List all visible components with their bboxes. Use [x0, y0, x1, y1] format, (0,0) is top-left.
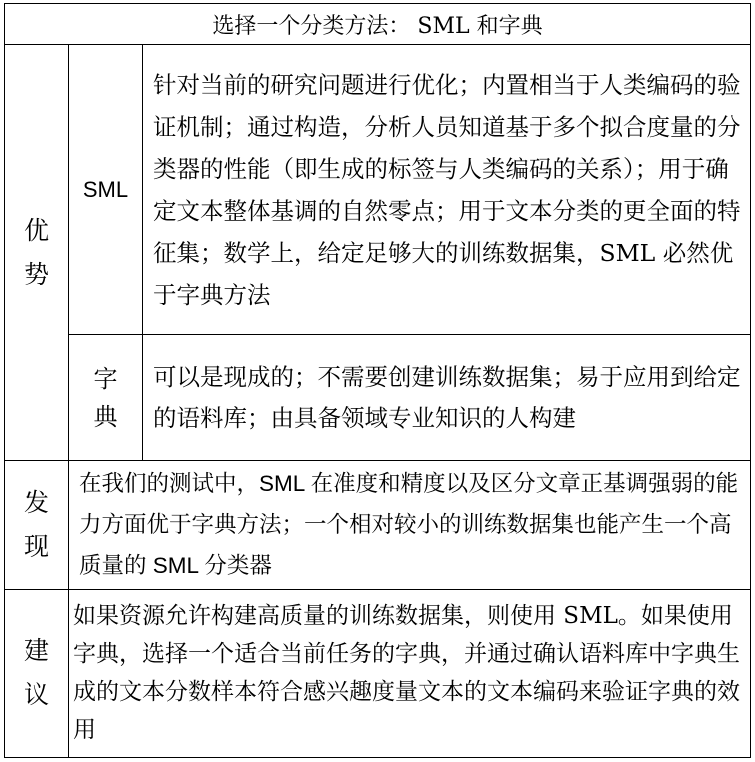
dictionary-label-char-2: 典 [93, 402, 118, 431]
dictionary-label [69, 335, 143, 461]
findings-row [5, 461, 751, 590]
recommendations-label-char-2: 议 [23, 680, 49, 710]
recommendations-label-char-1: 建 [23, 636, 49, 666]
comparison-table [4, 3, 751, 758]
findings-label [5, 461, 69, 590]
findings-label-char-1: 发 [23, 487, 49, 517]
advantages-label-char-1: 优 [23, 215, 49, 245]
advantages-label [5, 45, 69, 461]
advantages-label-char-2: 势 [23, 259, 49, 289]
findings-text: 在我们的测试中，SML 在准度和精度以及区分文章正基调强弱的能力方面优于字典方法；一个相对较小的训练数据集也能产生一个高质量的 SML 分类器 [69, 461, 751, 590]
sml-advantages-text: 针对当前的研究问题进行优化；内置相当于人类编码的验证机制；通过构造，分析人员知道基于多个拟合度量的分类器的性能（即生成的标签与人类编码的关系）；用于确定文本整体基调的自然零点；用于文本分类的更全面的特征集；数学上，给定足够大的训练数据集，SML 必然优于字典方法 [143, 45, 751, 335]
recommendations-row [5, 589, 751, 757]
sml-row [5, 45, 751, 335]
recommendations-text: 如果资源允许构建高质量的训练数据集，则使用 SML。如果使用字典，选择一个适合当前任务的字典，并通过确认语料库中字典生成的文本分数样本符合感兴趣度量文本的文本编码来验证字典的效用 [69, 589, 751, 757]
title-row [5, 4, 751, 45]
dictionary-label-char-1: 字 [93, 364, 118, 393]
findings-label-char-2: 现 [23, 531, 49, 561]
dictionary-row [5, 335, 751, 461]
recommendations-label [5, 589, 69, 757]
sml-label: SML [69, 45, 143, 335]
table-title: 选择一个分类方法： SML 和字典 [5, 4, 751, 45]
dictionary-advantages-text: 可以是现成的；不需要创建训练数据集；易于应用到给定的语料库；由具备领域专业知识的人构建 [143, 335, 751, 461]
